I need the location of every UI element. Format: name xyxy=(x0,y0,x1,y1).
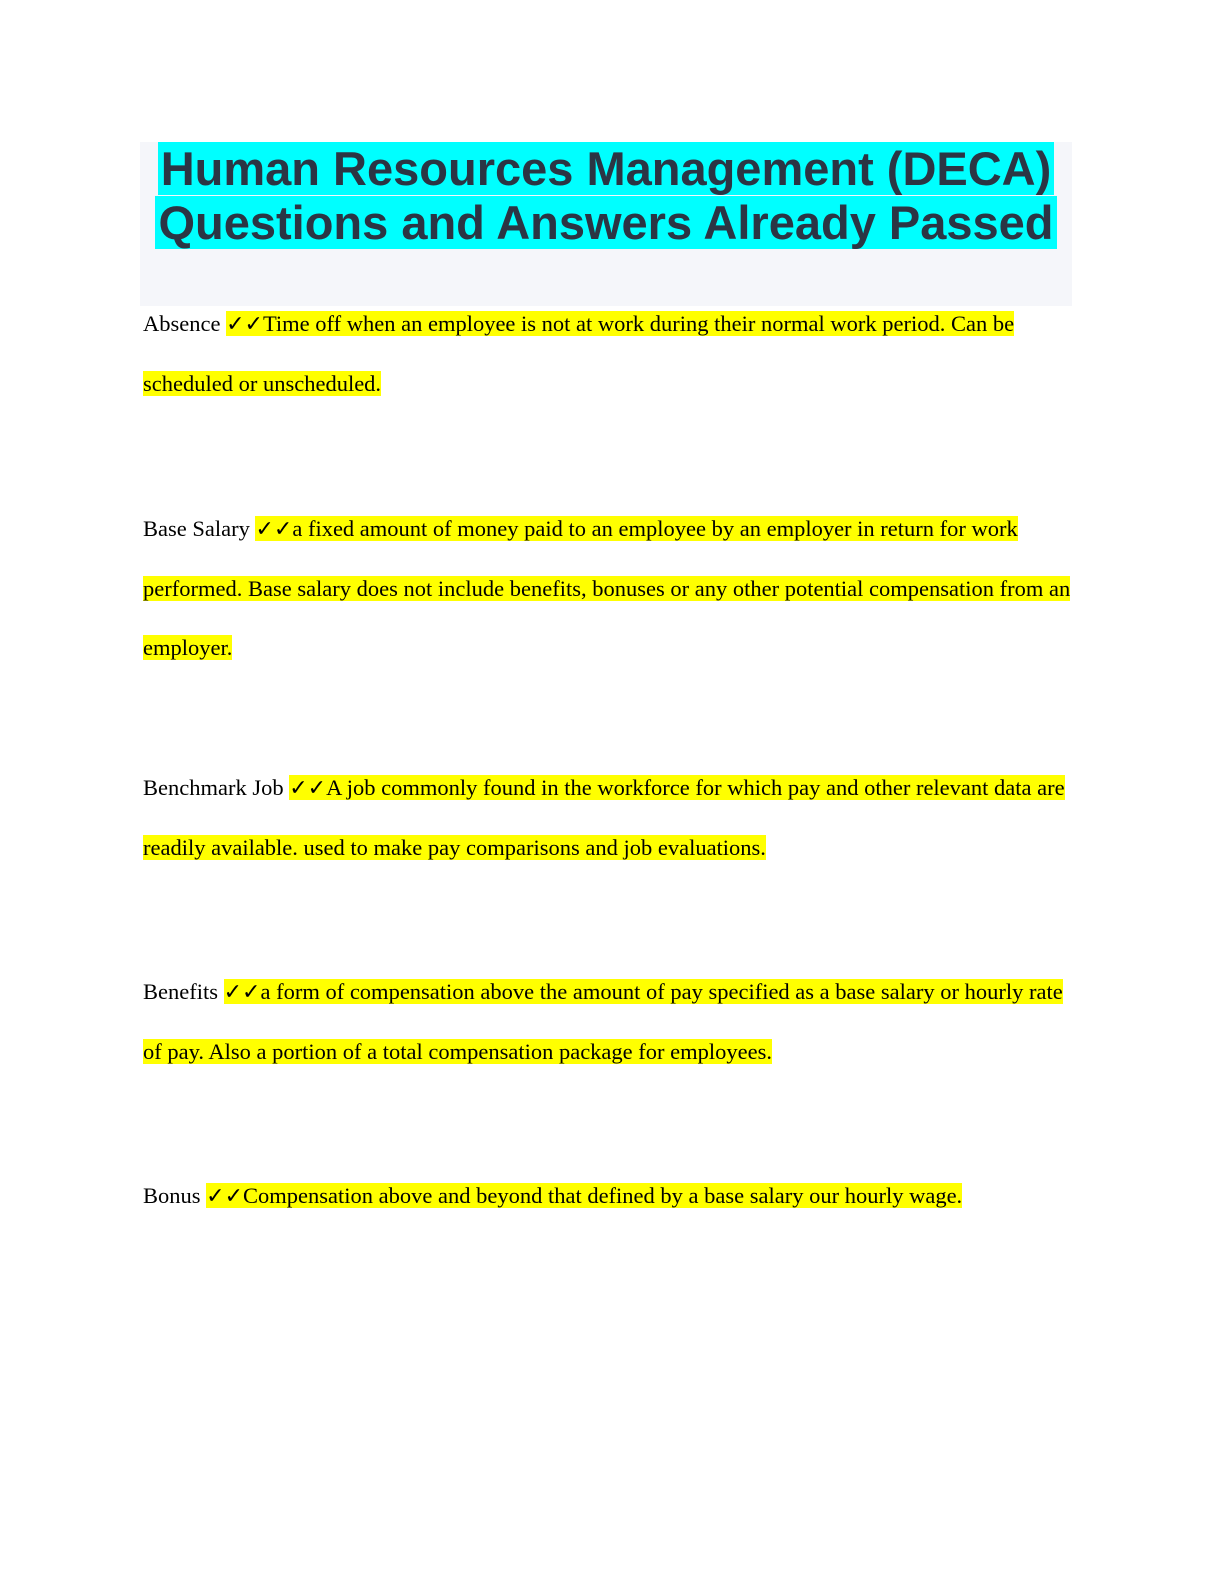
entry-definition: a fixed amount of money paid to an employee by an employer in return for work performed. Base salary does not include benefits, bonuses or any other potential compensation from an employer. xyxy=(143,516,1071,660)
entry-term: Benchmark Job xyxy=(143,775,284,800)
entry-definition: a form of compensation above the amount of pay specified as a base salary or hourly rate of pay. Also a portion of a total compensation package for employees. xyxy=(143,979,1063,1064)
double-check-icon: ✓✓ xyxy=(226,312,263,337)
title-line-2: Questions and Answers Already Passed xyxy=(155,196,1056,249)
entry-term: Benefits xyxy=(143,979,218,1004)
entry-term: Bonus xyxy=(143,1183,201,1208)
glossary-entry xyxy=(143,962,1078,1081)
entry-term: Base Salary xyxy=(143,516,250,541)
double-check-icon: ✓✓ xyxy=(223,980,261,1005)
glossary-entry xyxy=(143,758,1078,877)
document-title xyxy=(140,142,1072,250)
entry-definition: Time off when an employee is not at work during their normal work period. Can be scheduled or unscheduled. xyxy=(143,311,1015,396)
glossary-entry xyxy=(143,1166,1078,1226)
entry-definition-highlight xyxy=(143,979,1063,1064)
double-check-icon: ✓✓ xyxy=(255,517,293,542)
double-check-icon: ✓✓ xyxy=(206,1184,244,1209)
glossary-entry xyxy=(143,294,1078,413)
entry-definition: A job commonly found in the workforce for which pay and other relevant data are readily available. used to make pay comparisons and job evaluations. xyxy=(143,775,1065,860)
entry-definition-highlight xyxy=(206,1183,962,1208)
entry-definition: Compensation above and beyond that defined by a base salary our hourly wage. xyxy=(243,1183,963,1208)
entry-definition-highlight xyxy=(143,311,1014,396)
glossary-entry xyxy=(143,499,1078,677)
double-check-icon: ✓✓ xyxy=(289,776,327,801)
entry-definition-highlight xyxy=(143,516,1070,660)
title-line-1: Human Resources Management (DECA) xyxy=(158,142,1055,195)
entry-term: Absence xyxy=(143,311,221,336)
